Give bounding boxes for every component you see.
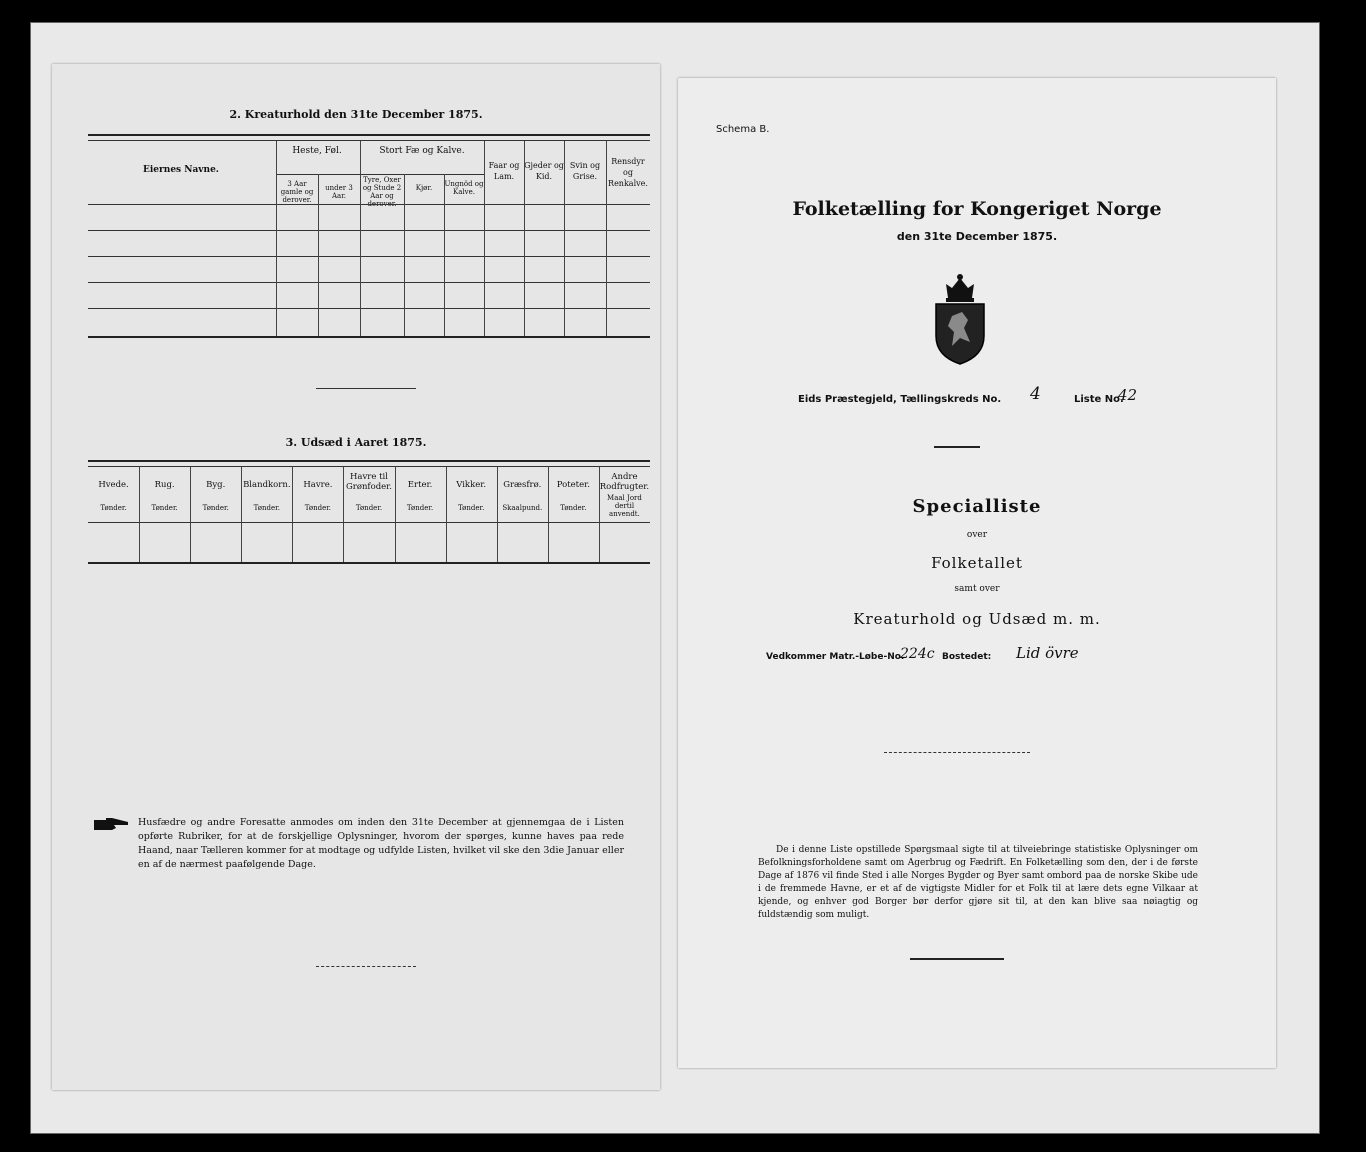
schema-label: Schema B. bbox=[716, 124, 770, 135]
table-row-line bbox=[88, 282, 650, 283]
seed-col-unit: Tønder. bbox=[253, 504, 280, 512]
table-row-line bbox=[88, 256, 650, 257]
section2-title: 2. Kreaturhold den 31te December 1875. bbox=[229, 108, 483, 121]
main-title: Folketælling for Kongeriget Norge bbox=[792, 198, 1162, 220]
table-col-line bbox=[497, 467, 498, 562]
samt-over-label: samt over bbox=[954, 584, 1000, 594]
table-col-line bbox=[395, 467, 396, 562]
table-col-line bbox=[484, 141, 485, 336]
seed-col-name: Poteter. bbox=[556, 480, 590, 490]
col-reindeer: Rensdyr og Renkalve. bbox=[608, 157, 648, 188]
seed-col-unit: Tønder. bbox=[151, 504, 178, 512]
col-young-cattle: Ungnöd og Kalve. bbox=[444, 180, 484, 196]
table-rule bbox=[88, 522, 650, 523]
seed-col-name: Byg. bbox=[206, 480, 226, 490]
separator-line bbox=[316, 388, 416, 389]
over-label: over bbox=[966, 530, 988, 540]
seed-col-unit: Tønder. bbox=[406, 504, 434, 512]
table-col-line bbox=[599, 467, 600, 562]
table-rule bbox=[88, 204, 650, 205]
table-rule bbox=[88, 140, 650, 141]
seed-col-unit: Tønder. bbox=[100, 504, 127, 512]
notice-text: Husfædre og andre Foresatte anmodes om inden den 31te December at gjennemgaa de i Listen opførte Rubriker, for at de forskjellige Oplysninger, hvorom der spørges, kunne haves paa rede Haand, naar Tælleren kommer for at modtage og udfylde Listen, hvilket vil ske den 3die Januar eller en af de nærmest paafølgende Dage. bbox=[138, 817, 624, 870]
list-number: 42 bbox=[1118, 386, 1138, 404]
table-row-line bbox=[88, 230, 650, 231]
table-rule bbox=[88, 562, 650, 564]
table-col-line bbox=[446, 467, 447, 562]
table-col-line bbox=[404, 174, 405, 336]
date-line: den 31te December 1875. bbox=[896, 230, 1058, 243]
seed-col-name: Havre til Grønfoder. bbox=[345, 472, 392, 492]
bostedet-value: Lid övre bbox=[1016, 644, 1079, 662]
seed-col-name: Havre. bbox=[303, 480, 333, 490]
table-col-line bbox=[606, 141, 607, 336]
separator-line bbox=[910, 958, 1004, 960]
col-horses-young: under 3 Aar. bbox=[325, 184, 353, 200]
coat-of-arms-icon bbox=[930, 272, 990, 366]
col-sheep: Faar og Lam. bbox=[488, 161, 520, 181]
cattle-group-header: Stort Fæ og Kalve. bbox=[379, 146, 465, 156]
section3-title: 3. Udsæd i Aaret 1875. bbox=[285, 436, 427, 449]
separator-line bbox=[316, 966, 416, 967]
seed-col-name: Hvede. bbox=[98, 480, 129, 490]
seed-col-name: Rug. bbox=[154, 480, 175, 490]
table-col-line bbox=[292, 467, 293, 562]
table-col-line bbox=[444, 174, 445, 336]
col-pigs: Svin og Grise. bbox=[569, 161, 601, 181]
separator-line bbox=[884, 752, 1030, 753]
table-col-line bbox=[548, 467, 549, 562]
parish-label: Eids Præstegjeld, Tællingskreds No. bbox=[798, 394, 1002, 405]
table-rule bbox=[88, 466, 650, 467]
district-number: 4 bbox=[1030, 384, 1041, 404]
left-page bbox=[52, 64, 660, 1090]
seed-col-unit: Tønder. bbox=[355, 504, 383, 512]
table-col-line bbox=[190, 467, 191, 562]
right-page bbox=[678, 78, 1276, 1068]
seed-col-name: Vikker. bbox=[456, 480, 487, 490]
table-rule bbox=[276, 174, 484, 175]
col-goats: Gjeder og Kid. bbox=[524, 161, 564, 181]
table-row-line bbox=[88, 308, 650, 309]
table-col-line bbox=[139, 467, 140, 562]
col-horses-old: 3 Aar gamle og derover. bbox=[280, 180, 314, 204]
matr-label: Vedkommer Matr.-Løbe-No. bbox=[766, 652, 905, 662]
table-col-line bbox=[360, 141, 361, 336]
seed-col-name: Erter. bbox=[407, 480, 433, 490]
seed-col-unit: Tønder. bbox=[202, 504, 229, 512]
horses-group-header: Heste, Føl. bbox=[292, 146, 342, 156]
pointing-hand-icon bbox=[92, 816, 132, 834]
seed-col-name: Andre Rodfrugter. bbox=[599, 472, 650, 492]
seed-col-unit: Tønder. bbox=[304, 504, 332, 512]
list-label: Liste No. bbox=[1074, 394, 1124, 405]
owner-header: Eiernes Navne. bbox=[143, 165, 219, 175]
bostedet-label: Bostedet: bbox=[942, 652, 992, 662]
seed-col-unit: Maal Jord dertil anvendt. bbox=[607, 494, 642, 518]
folketallet-label: Folketallet bbox=[931, 554, 1023, 572]
table-col-line bbox=[241, 467, 242, 562]
col-cows: Kjør. bbox=[415, 184, 433, 192]
matr-number: 224c bbox=[900, 646, 935, 662]
col-bulls: Tyre, Oxer og Stude 2 Aar og derover. bbox=[362, 176, 402, 208]
table-rule bbox=[88, 134, 650, 136]
kreaturhold-label: Kreaturhold og Udsæd m. m. bbox=[853, 610, 1101, 628]
special-title: Specialliste bbox=[912, 496, 1042, 517]
separator-line bbox=[934, 446, 980, 448]
table-col-line bbox=[564, 141, 565, 336]
seed-col-name: Græsfrø. bbox=[503, 480, 542, 490]
table-col-line bbox=[276, 141, 277, 336]
seed-col-unit: Tønder. bbox=[560, 504, 587, 512]
seed-col-name: Blandkorn. bbox=[243, 480, 291, 490]
table-rule bbox=[88, 460, 650, 462]
info-text: De i denne Liste opstillede Spørgsmaal sigte til at tilveiebringe statistiske Oplysninger om Befolkningsforholdene samt om Agerbrug og Fædrift. En Folketælling som den, der i de første Dage af 1876 vil finde Sted i alle Norges Bygder og Byer samt ombord paa de norske Skibe ude i de fremmede Havne, er et af de vigtigste Midler for et Folk til at lære dets egne Vilkaar at kjende, og enhver god Borger bør derfor gjøre sit til, at den kan blive saa nøiagtig og fuldstændig som muligt. bbox=[758, 845, 1198, 920]
seed-col-unit: Tønder. bbox=[458, 504, 485, 512]
seed-col-unit: Skaalpund. bbox=[502, 504, 543, 512]
table-col-line bbox=[524, 141, 525, 336]
table-col-line bbox=[343, 467, 344, 562]
table-rule bbox=[88, 336, 650, 338]
table-col-line bbox=[318, 174, 319, 336]
